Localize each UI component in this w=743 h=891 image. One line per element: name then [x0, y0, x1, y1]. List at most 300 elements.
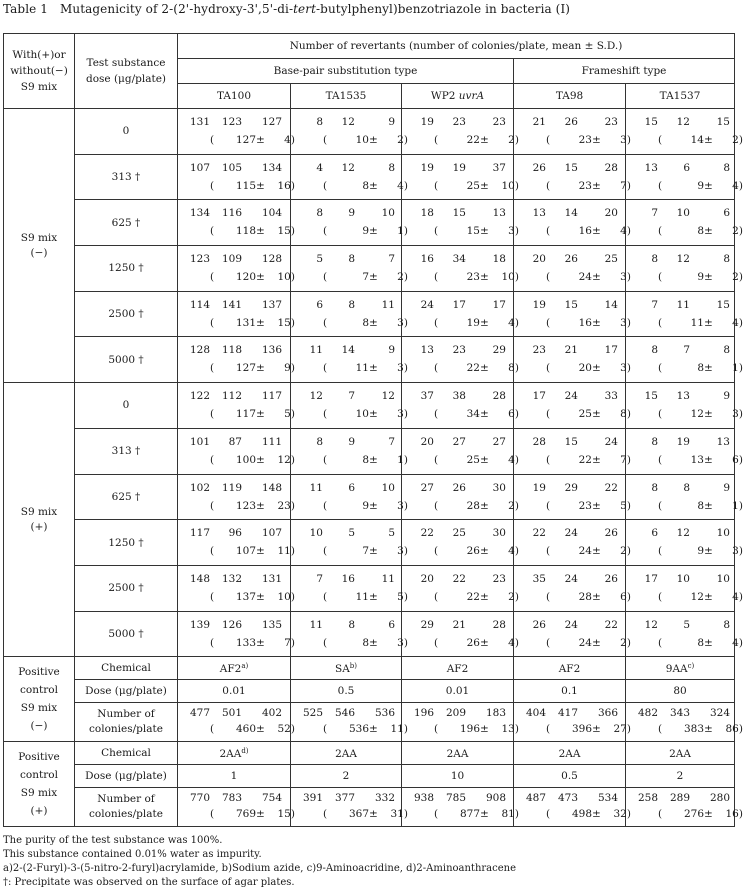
plus-minus: ±: [256, 723, 265, 736]
mean-sd: [434, 637, 519, 649]
plate-count: 17: [532, 390, 546, 403]
sd-value: 4: [732, 636, 739, 649]
sd-value: 13: [501, 723, 515, 736]
revertant-cell: [402, 200, 519, 246]
revertant-cell: [178, 474, 295, 520]
revertant-values: [291, 292, 408, 337]
sd-value: 2: [732, 134, 739, 146]
plus-minus: ±: [369, 316, 378, 329]
paren-close: ): [514, 723, 519, 736]
revertant-values: [178, 383, 295, 428]
paren-open: (: [434, 362, 439, 375]
revertant-values: [514, 788, 631, 826]
sd-value: 6: [508, 408, 515, 421]
plus-minus: ±: [704, 499, 713, 512]
plate-count: 8: [348, 618, 355, 631]
plate-count: 8: [316, 116, 323, 128]
plate-count: 16: [341, 572, 355, 585]
plus-minus: ±: [256, 545, 265, 558]
plate-count: 26: [604, 572, 618, 585]
plate-count: 536: [374, 707, 395, 720]
paren-close: ): [738, 723, 743, 736]
plate-count: 15: [564, 298, 578, 311]
plus-minus: ±: [480, 271, 489, 284]
group-label: S9 mix (−): [4, 109, 75, 383]
sd-value: 23: [277, 499, 291, 512]
plus-minus: ±: [256, 590, 265, 603]
revertant-cell: [514, 291, 631, 337]
plate-count: 5: [348, 527, 355, 540]
plate-count: 7: [388, 435, 395, 448]
plus-minus: ±: [369, 545, 378, 558]
plate-count: 37: [492, 161, 506, 174]
revertant-cell: [514, 565, 631, 611]
plate-count: 8: [316, 435, 323, 448]
revertant-values: [178, 246, 295, 291]
plus-minus: ±: [592, 723, 601, 736]
paren-open: (: [210, 545, 215, 558]
sd-value: 4: [620, 225, 627, 238]
paren-close: ): [514, 362, 519, 375]
paren-open: (: [323, 134, 328, 146]
mean-value: 24: [578, 636, 592, 649]
paren-open: (: [434, 453, 439, 466]
paren-open: (: [658, 545, 663, 558]
plate-count: 24: [420, 298, 434, 311]
mean-sd: [658, 317, 743, 329]
plate-count: 23: [452, 344, 466, 357]
plate-count: 26: [532, 161, 546, 174]
sd-value: 11: [390, 723, 404, 736]
plate-count: 7: [348, 390, 355, 403]
mean-value: 196: [459, 723, 480, 736]
paren-close: ): [626, 362, 631, 375]
mean-sd: [546, 317, 631, 329]
mean-value: 9: [697, 545, 704, 558]
plus-minus: ±: [256, 453, 265, 466]
mean-sd: [658, 545, 743, 557]
mean-sd: [546, 545, 631, 557]
paren-open: (: [323, 316, 328, 329]
plate-count: 22: [532, 527, 546, 540]
plate-count: 15: [564, 435, 578, 448]
plate-count: 10: [676, 572, 690, 585]
revertant-cell: [626, 565, 743, 611]
revertant-values: [178, 612, 295, 657]
plate-count: 15: [644, 390, 658, 403]
plate-count: 35: [532, 572, 546, 585]
mean-value: 23: [578, 179, 592, 192]
mean-sd: [323, 545, 408, 557]
revertant-values: [402, 475, 519, 520]
mean-value: 11: [690, 316, 704, 329]
sd-value: 15: [277, 225, 291, 238]
plate-count: 15: [716, 116, 730, 128]
plate-count: 9: [388, 344, 395, 357]
plus-minus: ±: [704, 723, 713, 736]
plate-count: 209: [445, 707, 466, 720]
mean-sd: [658, 591, 743, 603]
revertant-values: [402, 703, 519, 741]
paren-close: ): [738, 636, 743, 649]
mean-value: 536: [348, 723, 369, 736]
paren-close: ): [403, 271, 408, 284]
plate-count: 137: [261, 298, 282, 311]
revertant-cell: [178, 109, 295, 155]
mean-value: 34: [466, 408, 480, 421]
plate-count: 8: [651, 253, 658, 266]
paren-close: ): [290, 362, 295, 375]
paren-close: ): [738, 545, 743, 558]
plate-count: 6: [651, 527, 658, 540]
sd-value: 7: [620, 453, 627, 466]
group-label: S9 mix (+): [4, 383, 75, 657]
paren-open: (: [546, 316, 551, 329]
plate-count: 14: [564, 207, 578, 220]
mean-value: 8: [697, 499, 704, 512]
plate-count: 10: [381, 207, 395, 220]
plus-minus: ±: [592, 808, 601, 821]
sd-value: 3: [397, 316, 404, 329]
plate-count: 119: [221, 481, 242, 494]
plus-minus: ±: [256, 408, 265, 421]
plate-count: 8: [723, 253, 730, 266]
mean-value: 12: [690, 408, 704, 421]
plus-minus: ±: [480, 636, 489, 649]
plate-count: 13: [716, 435, 730, 448]
plate-count: 391: [302, 792, 323, 805]
plate-count: 6: [348, 481, 355, 494]
mean-sd: [210, 545, 295, 557]
mean-sd: [546, 180, 631, 192]
plate-count: 135: [261, 618, 282, 631]
mean-sd: [434, 362, 519, 374]
paren-close: ): [738, 134, 743, 146]
plate-count: 15: [452, 207, 466, 220]
plate-count: 9: [348, 207, 355, 220]
paren-close: ): [403, 636, 408, 649]
revertant-cell: [626, 383, 743, 429]
sd-value: 3: [620, 362, 627, 375]
mean-value: 769: [235, 808, 256, 821]
mean-value: 11: [355, 362, 369, 375]
plus-minus: ±: [369, 179, 378, 192]
mean-sd: [434, 500, 519, 512]
revertant-values: [178, 703, 295, 741]
mean-value: 383: [683, 723, 704, 736]
plate-count: 19: [676, 435, 690, 448]
plus-minus: ±: [704, 545, 713, 558]
dose-cell: 1250 †: [75, 520, 178, 566]
chemical-cell: [178, 742, 291, 765]
plate-count: 22: [420, 527, 434, 540]
plus-minus: ±: [704, 453, 713, 466]
mean-sd: [210, 362, 295, 374]
control-dose: 0.5: [514, 765, 626, 788]
plate-count: 534: [597, 792, 618, 805]
plus-minus: ±: [256, 362, 265, 375]
chemical-cell: [402, 657, 514, 680]
revertant-values: [402, 520, 519, 565]
plate-count: 417: [557, 707, 578, 720]
control-chemical-row: [4, 742, 735, 765]
plate-count: 12: [676, 253, 690, 266]
revertant-cell: [514, 520, 631, 566]
revertant-cell: [402, 428, 519, 474]
plus-minus: ±: [256, 808, 265, 821]
plate-count: 7: [683, 344, 690, 357]
sd-value: 5: [397, 590, 404, 603]
plate-count: 938: [413, 792, 434, 805]
plus-minus: ±: [592, 134, 601, 146]
plate-count: 10: [676, 207, 690, 220]
chemical-name: AF2: [558, 662, 581, 675]
mean-sd: [323, 180, 408, 192]
sd-value: 3: [397, 362, 404, 375]
paren-open: (: [658, 134, 663, 146]
sd-value: 32: [613, 808, 627, 821]
mean-sd: [434, 454, 519, 466]
revertant-values: [514, 612, 631, 657]
paren-open: (: [210, 499, 215, 512]
control-count-row: [4, 703, 735, 742]
paren-close: ): [403, 362, 408, 375]
paren-open: (: [434, 636, 439, 649]
data-row: [4, 291, 735, 337]
plate-count: 19: [532, 298, 546, 311]
revertant-cell: [402, 474, 519, 520]
mean-sd: [658, 723, 743, 735]
revertant-values: [178, 292, 295, 337]
sd-value: 8: [620, 408, 627, 421]
sd-value: 15: [277, 316, 291, 329]
mean-sd: [323, 362, 408, 374]
revertant-cell: [402, 788, 519, 827]
mean-sd: [210, 317, 295, 329]
plus-minus: ±: [480, 590, 489, 603]
mean-sd: [434, 180, 519, 192]
plate-count: 5: [316, 253, 323, 266]
paren-open: (: [210, 271, 215, 284]
plate-count: 10: [716, 527, 730, 540]
sd-value: 4: [508, 316, 515, 329]
control-dose: 2: [626, 765, 735, 788]
paren-open: (: [323, 545, 328, 558]
plate-count: 20: [604, 207, 618, 220]
paren-close: ): [626, 723, 631, 736]
paren-open: (: [210, 636, 215, 649]
revertant-cell: [291, 565, 408, 611]
plate-count: 37: [420, 390, 434, 403]
plate-count: 258: [637, 792, 658, 805]
revertant-cell: [291, 788, 408, 827]
plate-count: 23: [452, 116, 466, 128]
mean-value: 9: [697, 179, 704, 192]
revertant-values: [514, 109, 631, 154]
chemical-name: AF2: [446, 662, 469, 675]
mean-value: 25: [578, 408, 592, 421]
strain-header-uvra: uvrA: [458, 90, 485, 102]
sd-value: 2: [732, 225, 739, 238]
plate-count: 22: [604, 618, 618, 631]
plate-count: 27: [452, 435, 466, 448]
revertant-cell: [402, 383, 519, 429]
sd-value: 6: [732, 453, 739, 466]
data-row: [4, 428, 735, 474]
revertant-values: [178, 337, 295, 382]
data-row: [4, 154, 735, 200]
revertant-cell: [626, 474, 743, 520]
mean-value: 25: [466, 453, 480, 466]
chemical-note: a): [241, 661, 249, 670]
paren-open: (: [434, 316, 439, 329]
mean-sd: [434, 134, 519, 146]
chemical-cell: [626, 657, 735, 680]
revertant-values: [291, 383, 408, 428]
plate-count: 131: [261, 572, 282, 585]
paren-close: ): [626, 590, 631, 603]
mean-value: 10: [355, 408, 369, 421]
revertant-values: [626, 246, 743, 291]
mean-value: 23: [578, 499, 592, 512]
revertant-values: [626, 429, 743, 474]
plate-count: 183: [485, 707, 506, 720]
paren-open: (: [434, 590, 439, 603]
header-base-pair: Base-pair substitution type: [178, 59, 514, 84]
revertant-cell: [626, 154, 743, 200]
paren-open: (: [658, 636, 663, 649]
plate-count: 26: [452, 481, 466, 494]
revertant-values: [626, 703, 743, 741]
mean-value: 24: [578, 545, 592, 558]
chemical-note: b): [349, 661, 357, 670]
revertant-cell: [626, 337, 743, 383]
plate-count: 12: [341, 116, 355, 128]
mean-value: 115: [235, 179, 256, 192]
chemical-cell: [291, 657, 402, 680]
dose-cell: 5000 †: [75, 337, 178, 383]
header-row-1: [4, 34, 735, 59]
plate-count: 123: [189, 253, 210, 266]
data-row: [4, 200, 735, 246]
plus-minus: ±: [480, 808, 489, 821]
plate-count: 27: [420, 481, 434, 494]
revertant-values: [291, 155, 408, 200]
plus-minus: ±: [369, 723, 378, 736]
plate-count: 11: [676, 298, 690, 311]
plate-count: 19: [532, 481, 546, 494]
mean-sd: [210, 637, 295, 649]
paren-close: ): [626, 636, 631, 649]
paren-close: ): [403, 179, 408, 192]
paren-close: ): [514, 453, 519, 466]
plate-count: 28: [492, 618, 506, 631]
plate-count: 404: [525, 707, 546, 720]
sd-value: 4: [732, 179, 739, 192]
control-count-row: [4, 788, 735, 827]
paren-open: (: [323, 362, 328, 375]
plate-count: 4: [316, 161, 323, 174]
control-chemical-row: [4, 657, 735, 680]
paren-close: ): [514, 590, 519, 603]
paren-close: ): [290, 453, 295, 466]
control-dose: 2: [291, 765, 402, 788]
plate-count: 123: [221, 116, 242, 128]
dose-cell: 2500 †: [75, 565, 178, 611]
revertant-cell: [626, 109, 743, 155]
paren-close: ): [626, 545, 631, 558]
dose-cell: 313 †: [75, 428, 178, 474]
paren-close: ): [626, 316, 631, 329]
revertant-cell: [626, 246, 743, 292]
plus-minus: ±: [592, 408, 601, 421]
revertant-cell: [402, 703, 519, 742]
mean-value: 127: [235, 362, 256, 375]
mean-value: 11: [355, 590, 369, 603]
mean-value: 24: [578, 271, 592, 284]
sd-value: 10: [277, 590, 291, 603]
plus-minus: ±: [369, 636, 378, 649]
plate-count: 8: [723, 161, 730, 174]
plate-count: 107: [261, 527, 282, 540]
sd-value: 2: [508, 590, 515, 603]
mean-value: 20: [578, 362, 592, 375]
plate-count: 12: [676, 116, 690, 128]
mean-value: 100: [235, 453, 256, 466]
data-row: [4, 520, 735, 566]
mean-value: 15: [466, 225, 480, 238]
sd-value: 4: [284, 134, 291, 146]
paren-open: (: [210, 362, 215, 375]
paren-close: ): [290, 499, 295, 512]
mean-value: 25: [466, 179, 480, 192]
plus-minus: ±: [256, 271, 265, 284]
plate-count: 11: [309, 344, 323, 357]
plus-minus: ±: [480, 723, 489, 736]
data-row: [4, 565, 735, 611]
mean-sd: [323, 225, 408, 237]
plate-count: 25: [604, 253, 618, 266]
revertant-cell: [291, 109, 408, 155]
plate-count: 546: [334, 707, 355, 720]
revertant-cell: [178, 154, 295, 200]
plate-count: 14: [604, 298, 618, 311]
paren-close: ): [403, 590, 408, 603]
sd-value: 81: [501, 808, 515, 821]
paren-open: (: [323, 453, 328, 466]
paren-close: ): [738, 179, 743, 192]
sd-value: 4: [397, 179, 404, 192]
plus-minus: ±: [369, 499, 378, 512]
mean-sd: [434, 408, 519, 420]
paren-close: ): [403, 808, 408, 821]
mean-value: 14: [690, 134, 704, 146]
mean-value: 120: [235, 271, 256, 284]
revertant-cell: [178, 520, 295, 566]
plate-count: 127: [261, 116, 282, 128]
plate-count: 11: [309, 618, 323, 631]
paren-open: (: [323, 723, 328, 736]
mean-sd: [434, 591, 519, 603]
paren-close: ): [290, 408, 295, 421]
mean-sd: [658, 454, 743, 466]
mean-value: 19: [466, 316, 480, 329]
chemical-name: 2AA: [219, 747, 242, 760]
plate-count: 324: [709, 707, 730, 720]
plate-count: 17: [492, 298, 506, 311]
plate-count: 12: [341, 161, 355, 174]
plate-count: 770: [189, 792, 210, 805]
